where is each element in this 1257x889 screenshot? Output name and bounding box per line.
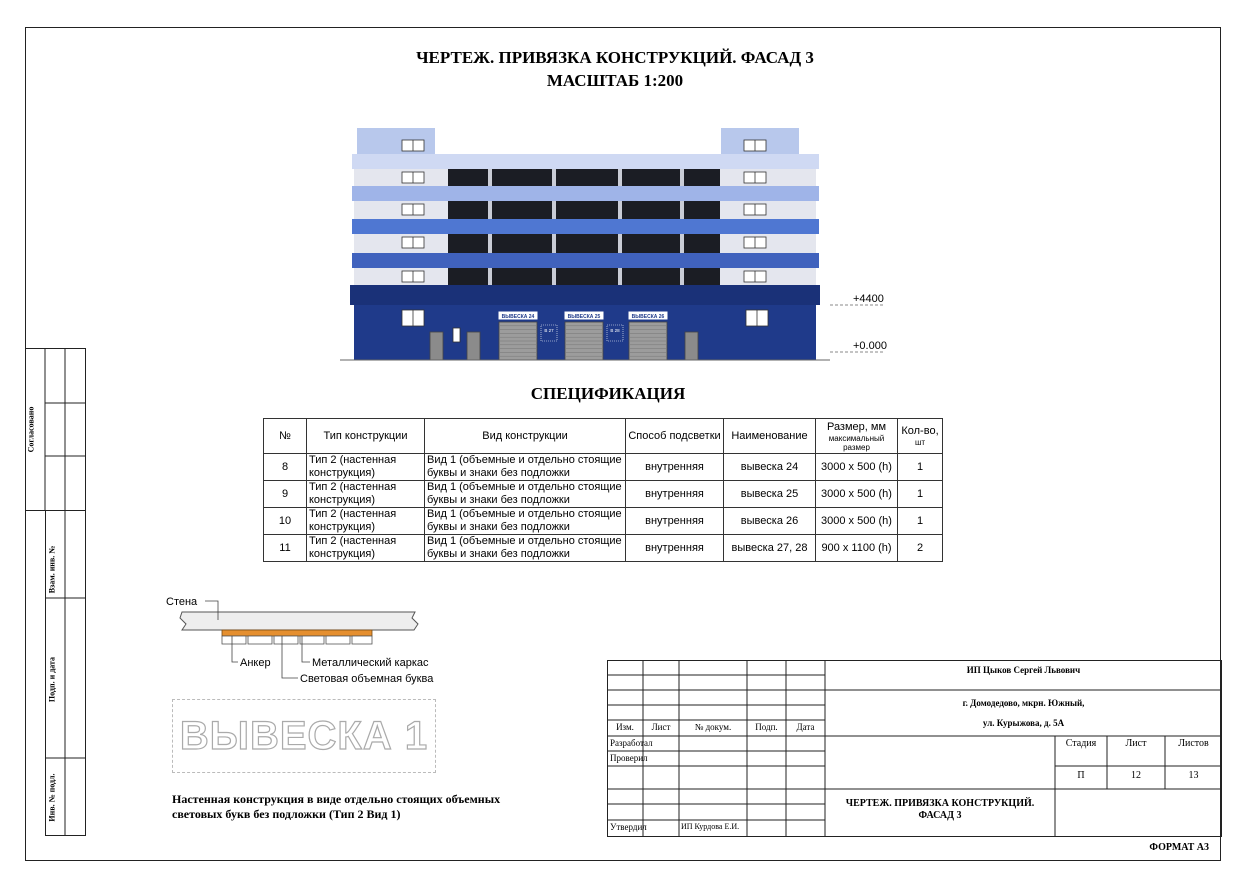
- facade-mullion: [618, 268, 622, 285]
- facade-mullion: [618, 234, 622, 253]
- address-line2: ул. Курыжова, д. 5А: [982, 718, 1065, 728]
- col-type: Тип конструкции: [307, 419, 425, 454]
- col-list: Лист: [651, 722, 671, 732]
- cell-size: 900 х 1100 (h): [816, 535, 898, 562]
- spec-title: СПЕЦИФИКАЦИЯ: [530, 384, 686, 403]
- col-name: Наименование: [724, 419, 816, 454]
- facade-mullion: [488, 234, 492, 253]
- table-row: [264, 481, 943, 508]
- facade-mullion: [552, 268, 556, 285]
- cell-qty: 2: [898, 535, 943, 562]
- spec-table: [263, 418, 943, 562]
- facade-sign-label: ВЫВЕСКА 24: [501, 314, 535, 320]
- cell-kind: Вид 1 (объемные и отдельно стоящие буквы и знаки без подложки: [425, 454, 626, 481]
- facade-band: [352, 154, 819, 169]
- facade-mullion: [488, 201, 492, 219]
- col-kind: Вид конструкции: [425, 419, 626, 454]
- cell-type: Тип 2 (настенная конструкция): [307, 535, 425, 562]
- facade-mullion: [618, 201, 622, 219]
- document-title: [825, 798, 1055, 822]
- col-size: Размер, мм максимальный размер: [816, 419, 898, 454]
- facade-mullion: [552, 169, 556, 186]
- elevation-top: +4400: [853, 293, 884, 305]
- facade-mullion: [618, 169, 622, 186]
- cell-name: вывеска 27, 28: [724, 535, 816, 562]
- row-approved: Утвердил: [610, 822, 647, 832]
- label-frame: Металлический каркас: [312, 657, 429, 669]
- table-row: [264, 535, 943, 562]
- col-light: Способ подсветки: [626, 419, 724, 454]
- stage-value: П: [1077, 770, 1085, 781]
- facade-mullion: [552, 234, 556, 253]
- facade-mullion: [488, 268, 492, 285]
- cell-num: 8: [264, 454, 307, 481]
- col-date: Дата: [796, 722, 815, 732]
- side-sign-date: Подп. и дата: [47, 656, 57, 703]
- cell-light: внутренняя: [626, 454, 724, 481]
- ground-small-window: [453, 328, 460, 342]
- table-row: [264, 508, 943, 535]
- mounting-detail: [160, 590, 460, 690]
- ground-door: [430, 332, 443, 360]
- facade-mullion: [680, 201, 684, 219]
- facade-drawing: [340, 120, 900, 370]
- cell-light: внутренняя: [626, 535, 724, 562]
- facade-mullion: [680, 169, 684, 186]
- stage-label: Стадия: [1065, 738, 1097, 749]
- cell-kind: Вид 1 (объемные и отдельно стоящие буквы и знаки без подложки: [425, 481, 626, 508]
- sheets-label: Листов: [1178, 738, 1209, 749]
- facade-sign-label: ВЫВЕСКА 25: [567, 314, 601, 320]
- facade-mullion: [680, 268, 684, 285]
- row-checked: Проверил: [610, 753, 648, 763]
- title-block: [607, 660, 1222, 837]
- row-developed: Разработал: [610, 738, 653, 748]
- ground-door: [685, 332, 698, 360]
- construction-note: Настенная конструкция в виде отдельно стоящих объемных световых букв без подложки (Тип 2 Вид 1): [172, 792, 501, 821]
- cell-qty: 1: [898, 481, 943, 508]
- col-sign: Подп.: [755, 722, 778, 732]
- side-agreed: Согласовано: [26, 406, 36, 453]
- sign-sample: [172, 699, 436, 773]
- sheets-value: 13: [1188, 770, 1199, 781]
- drawing-title: ЧЕРТЕЖ. ПРИВЯЗКА КОНСТРУКЦИЙ. ФАСАД 3: [416, 48, 814, 67]
- facade-band: [352, 186, 819, 201]
- side-inv: Инв. № подл.: [47, 773, 57, 822]
- cell-name: вывеска 25: [724, 481, 816, 508]
- col-qty: Кол-во, шт: [898, 419, 943, 454]
- cell-light: внутренняя: [626, 481, 724, 508]
- cell-num: 9: [264, 481, 307, 508]
- facade-mullion: [680, 234, 684, 253]
- cell-size: 3000 х 500 (h): [816, 481, 898, 508]
- side-replace: Взам. инв. №: [47, 545, 57, 594]
- cell-size: 3000 х 500 (h): [816, 454, 898, 481]
- spec-header-row: [264, 419, 943, 454]
- cell-name: вывеска 26: [724, 508, 816, 535]
- cell-qty: 1: [898, 454, 943, 481]
- ground-door: [467, 332, 480, 360]
- col-izm: Изм.: [616, 722, 634, 732]
- elevation-zero: +0.000: [853, 340, 887, 352]
- col-doc: № докум.: [694, 722, 732, 732]
- facade-mullion: [552, 201, 556, 219]
- document-title-line1: ЧЕРТЕЖ. ПРИВЯЗКА КОНСТРУКЦИЙ.: [845, 798, 1035, 809]
- cell-qty: 1: [898, 508, 943, 535]
- table-row: [264, 454, 943, 481]
- sheet-value: 12: [1131, 770, 1141, 781]
- cell-size: 3000 х 500 (h): [816, 508, 898, 535]
- label-letter: Световая объемная буква: [300, 673, 434, 685]
- label-wall: Стена: [166, 596, 198, 608]
- label-anchor: Анкер: [240, 657, 271, 669]
- cell-type: Тип 2 (настенная конструкция): [307, 508, 425, 535]
- sheet-label: Лист: [1125, 738, 1147, 749]
- organization-name: ИП Цыков Сергей Львович: [966, 665, 1081, 675]
- cell-num: 10: [264, 508, 307, 535]
- cell-type: Тип 2 (настенная конструкция): [307, 454, 425, 481]
- sheet-format: ФОРМАТ А3: [1149, 842, 1209, 853]
- facade-band: [352, 219, 819, 234]
- address-line1: г. Домодедово, мкрн. Южный,: [962, 698, 1085, 708]
- small-sign-label: В 27: [544, 328, 554, 333]
- col-num: №: [264, 419, 307, 454]
- cell-name: вывеска 24: [724, 454, 816, 481]
- ground-cap: [350, 285, 820, 305]
- sign-sample-text: ВЫВЕСКА 1: [179, 713, 429, 758]
- cell-type: Тип 2 (настенная конструкция): [307, 481, 425, 508]
- facade-sign-label: ВЫВЕСКА 26: [631, 314, 665, 320]
- approver-name: ИП Курдова Е.И.: [681, 822, 740, 831]
- small-sign-label: В 28: [610, 328, 620, 333]
- drawing-scale: МАСШТАБ 1:200: [546, 71, 684, 90]
- document-title-line2: ФАСАД 3: [918, 810, 962, 821]
- cell-kind: Вид 1 (объемные и отдельно стоящие буквы и знаки без подложки: [425, 535, 626, 562]
- cell-num: 11: [264, 535, 307, 562]
- cell-light: внутренняя: [626, 508, 724, 535]
- cell-kind: Вид 1 (объемные и отдельно стоящие буквы и знаки без подложки: [425, 508, 626, 535]
- facade-band: [352, 253, 819, 268]
- facade-mullion: [488, 169, 492, 186]
